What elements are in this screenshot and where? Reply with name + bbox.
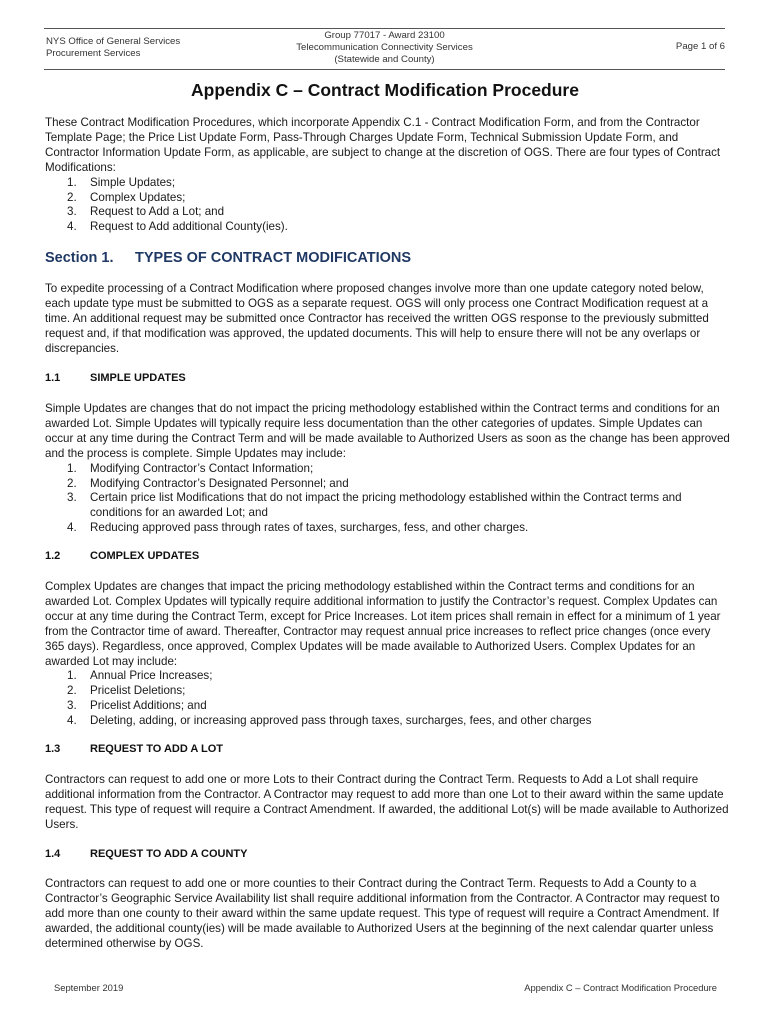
simple-updates-list	[45, 462, 730, 537]
subsection-1-4-paragraph: Contractors can request to add one or more counties to their Contract during the Contract Term. Requests to Add a County to a Contractor’s Geographic Service Availability list shall require additional information from the Contractor. A Contractor may request to add more than one county to their award within the same update request. This type of request will require a Contract Amendment. If awarded, the additional county(ies) will be made available to Authorized Users at the beginning of the next calendar quarter unless determined otherwise by OGS.	[45, 877, 720, 950]
subsection-1-1-body	[45, 402, 730, 536]
subsection-title: COMPLEX UPDATES	[90, 550, 200, 562]
subsection-1-2-body	[45, 580, 730, 729]
subsection-title: SIMPLE UPDATES	[90, 372, 186, 384]
subsection-number: 1.4	[45, 848, 61, 860]
list-item: 4. Reducing approved pass through rates of taxes, surcharges, fess, and other charges.	[67, 521, 529, 535]
header-service-scope: (Statewide and County)	[334, 53, 435, 65]
intro-paragraph: These Contract Modification Procedures, which incorporate Appendix C.1 - Contract Modification Form, and from the Contractor Template Page; the Price List Update Form, Pass-Through Charges Update Form, Technical Submission Update Form, and Contractor Information Update Form, as applicable, are subject to change at the discretion of OGS. There are four types of Contract Modifications:	[45, 116, 721, 174]
list-item: 1. Simple Updates;	[67, 175, 176, 189]
subsection-paragraph: Simple Updates are changes that do not impact the pricing methodology established within the Contract terms and conditions for an awarded Lot. Simple Updates will typically require less documentation than the other categories of updates. Simple Updates can occur at any time during the Contract Term and will be made available to Authorized Users as soon as the change has been approved and the process is complete. Simple Updates may include:	[45, 402, 730, 460]
subsection-paragraph: Complex Updates are changes that impact the pricing methodology established within the Contract terms and conditions for an awarded Lot. Complex Updates will typically require additional information to justify the Contractor’s request. Complex Updates can occur at any time during the Contract Term, except for Price Increases. Lot item prices shall remain in effect for a minimum of 1 year from the Contractor time of award. Thereafter, Contractor may request annual price increases to reflect price changes (once every 365 days). Regardless, once approved, Complex Updates will be made available to Authorized Users. Complex Updates for an awarded Lot may include:	[45, 580, 721, 668]
list-item: 3. Certain price list Modifications that do not impact the pricing methodology established within the Contract terms and conditions for an awarded Lot; and	[67, 491, 682, 520]
subsection-1-1-heading	[45, 372, 186, 384]
list-item: 4. Request to Add additional County(ies).	[67, 220, 288, 234]
header-service-name: Telecommunication Connectivity Services	[296, 41, 473, 53]
list-item: 4. Deleting, adding, or increasing approved pass through taxes, surcharges, fees, and other charges	[67, 714, 592, 728]
header-page-number: Page 1 of 6	[675, 41, 725, 52]
subsection-1-4-heading	[45, 848, 247, 860]
intro-block	[45, 116, 730, 235]
footer-document-name: Appendix C – Contract Modification Procedure	[524, 982, 717, 993]
list-item: 3. Pricelist Additions; and	[67, 699, 207, 713]
header-contract-info	[44, 30, 725, 65]
page-header	[44, 28, 725, 70]
header-agency-division: Procurement Services	[46, 48, 141, 59]
intro-list	[45, 176, 730, 236]
section-1-heading	[45, 250, 411, 266]
subsection-number: 1.3	[45, 743, 61, 755]
list-item: 1. Annual Price Increases;	[67, 669, 213, 683]
list-item: 3. Request to Add a Lot; and	[67, 205, 225, 219]
document-title: Appendix C – Contract Modification Procedure	[191, 80, 579, 100]
list-item: 2. Pricelist Deletions;	[67, 684, 186, 698]
section-1-paragraph: To expedite processing of a Contract Modification where proposed changes involve more than one update category noted below, each update type must be submitted to OGS as a separate request. OGS will only process one Contract Modification request at a time. An additional request may be submitted once Contractor has received the written OGS response to the previously submitted request and, if that modification was approved, the updated documents. This will help to ensure there will not be any overlaps or discrepancies.	[45, 282, 709, 355]
subsection-number: 1.1	[45, 372, 61, 384]
complex-updates-list	[45, 669, 730, 729]
subsection-title: REQUEST TO ADD A COUNTY	[90, 848, 248, 860]
subsection-number: 1.2	[45, 550, 61, 562]
list-item: 2. Complex Updates;	[67, 190, 186, 204]
section-number: Section 1.	[45, 250, 114, 266]
section-title: TYPES OF CONTRACT MODIFICATIONS	[135, 250, 412, 266]
subsection-1-2-heading	[45, 550, 199, 562]
list-item: 1. Modifying Contractor’s Contact Information;	[67, 461, 314, 475]
header-agency-name: NYS Office of General Services	[46, 36, 181, 47]
subsection-title: REQUEST TO ADD A LOT	[90, 743, 224, 755]
subsection-1-3-heading	[45, 743, 223, 755]
list-item: 2. Modifying Contractor’s Designated Personnel; and	[67, 476, 349, 490]
subsection-1-3-paragraph: Contractors can request to add one or more Lots to their Contract during the Contract Term. Requests to Add a Lot shall require additional information from the Contractor. A Contractor may request to add more than one Lot to their award within the same update request. This type of request will require a Contract Amendment. If awarded, the additional Lot(s) will be made available to Authorized Users.	[45, 773, 729, 831]
footer-date: September 2019	[54, 982, 124, 993]
header-group-award: Group 77017 - Award 23100	[324, 30, 445, 41]
